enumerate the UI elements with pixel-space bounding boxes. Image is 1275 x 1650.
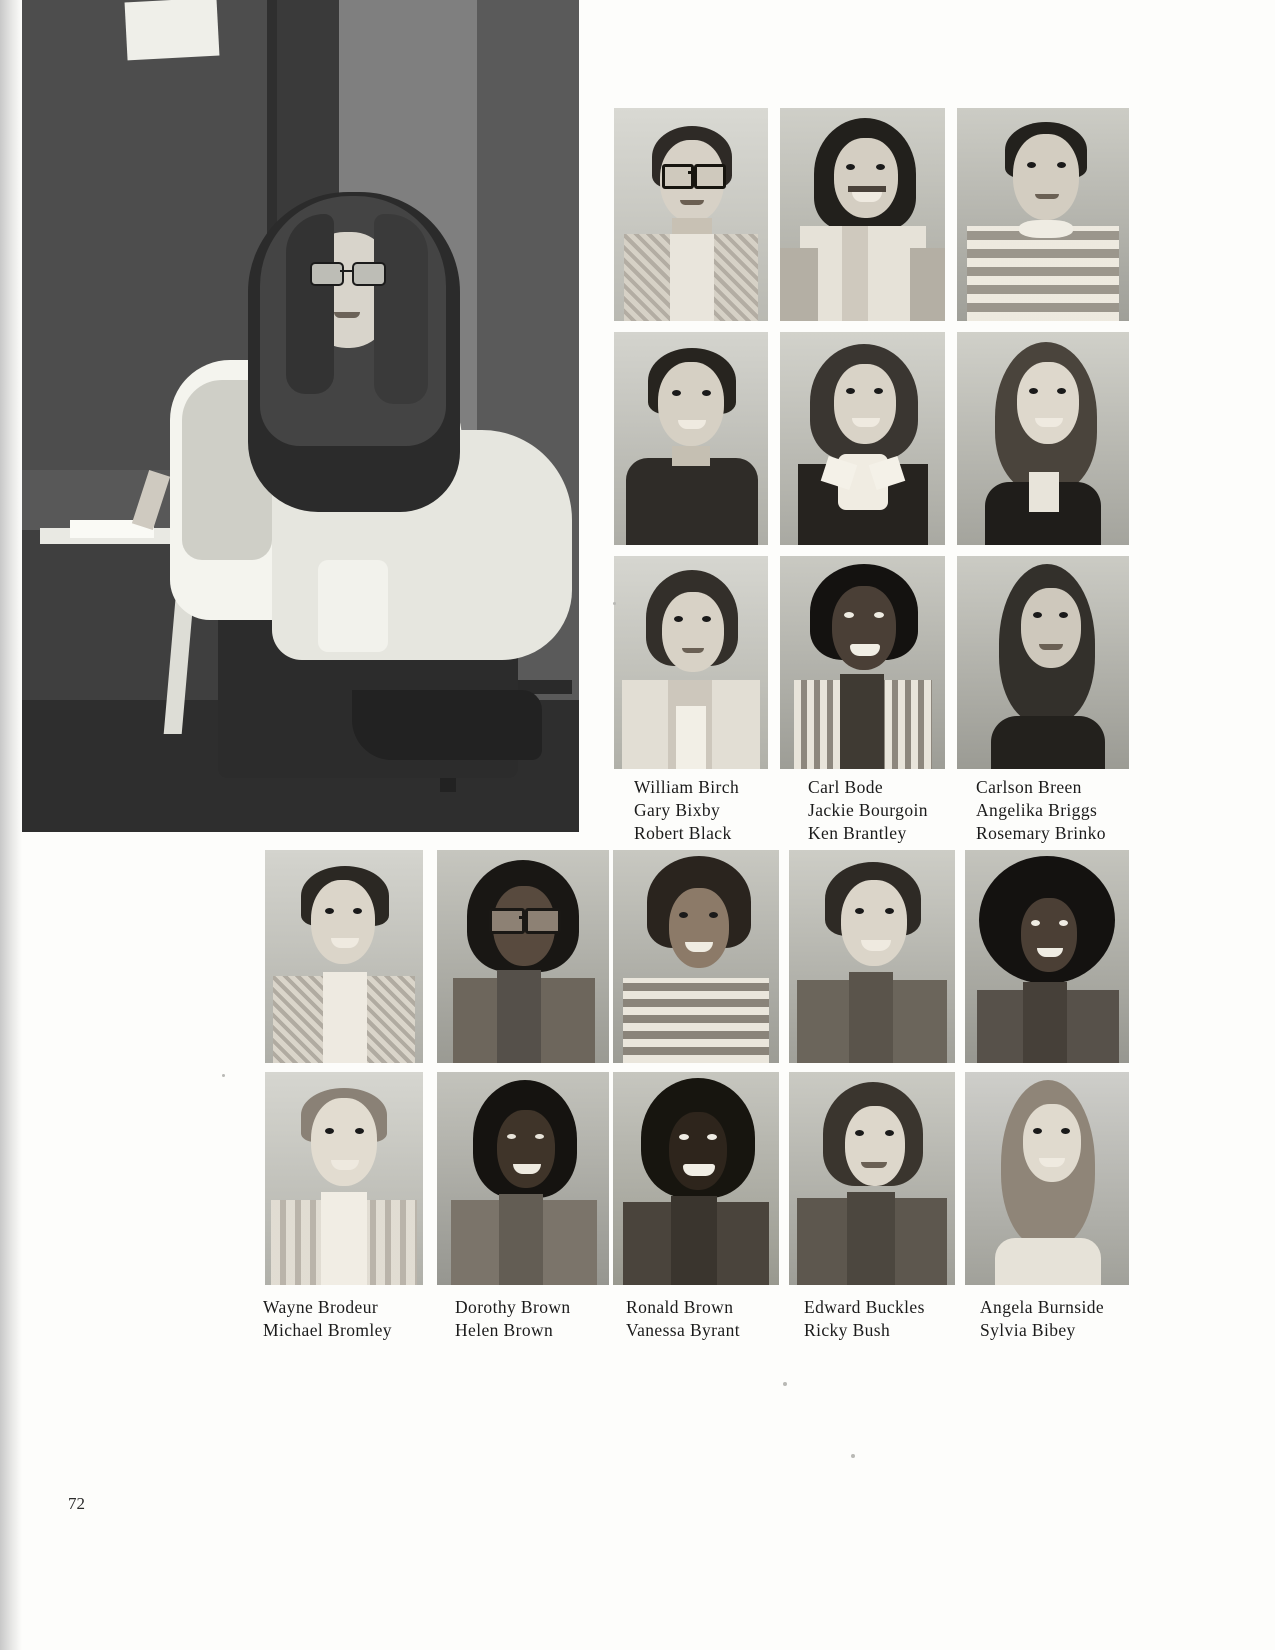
- portrait-carl-bode: [780, 108, 945, 321]
- scan-speck: [783, 1382, 787, 1386]
- caption-bottom-column-2: [455, 1296, 571, 1342]
- caption-line: Angela Burnside: [980, 1297, 1105, 1317]
- portrait-angela-burnside: [965, 850, 1129, 1063]
- portrait-ronald-brown: [613, 850, 779, 1063]
- caption-line: Michael Bromley: [263, 1320, 392, 1341]
- caption-line: Angelika Briggs: [976, 800, 1098, 821]
- caption-line: Jackie Bourgoin: [808, 800, 928, 821]
- portrait-gary-bixby: [614, 332, 768, 545]
- portrait-edward-buckles: [789, 850, 955, 1063]
- portrait-ricky-bush: [789, 1072, 955, 1285]
- scan-speck: [613, 602, 616, 605]
- portrait-sylvia-bibey: [965, 1072, 1129, 1285]
- scan-speck: [851, 1454, 855, 1458]
- caption-line: Carl Bode: [808, 777, 884, 797]
- caption-bottom-column-1: [263, 1296, 392, 1342]
- caption-line: Robert Black: [634, 823, 732, 844]
- caption-line: Dorothy Brown: [455, 1297, 571, 1317]
- portrait-william-birch: [614, 108, 768, 321]
- portrait-carlson-breen: [957, 108, 1129, 321]
- caption-line: Ricky Bush: [804, 1320, 891, 1341]
- caption-top-column-1: [634, 776, 739, 845]
- scan-edge: [0, 0, 22, 1650]
- page-number: 72: [68, 1494, 85, 1513]
- caption-line: Wayne Brodeur: [263, 1297, 379, 1317]
- portrait-ken-brantley: [780, 556, 945, 769]
- portrait-helen-brown: [437, 1072, 609, 1285]
- caption-line: Ken Brantley: [808, 823, 907, 844]
- caption-line: Helen Brown: [455, 1320, 554, 1341]
- caption-line: Sylvia Bibey: [980, 1320, 1076, 1341]
- caption-bottom-column-5: [980, 1296, 1104, 1342]
- scan-speck: [222, 1074, 225, 1077]
- caption-line: William Birch: [634, 777, 740, 797]
- caption-line: Ronald Brown: [626, 1297, 734, 1317]
- caption-line: Vanessa Byrant: [626, 1320, 740, 1341]
- feature-photo: [22, 0, 579, 832]
- portrait-michael-bromley: [265, 1072, 423, 1285]
- portrait-jackie-bourgoin: [780, 332, 945, 545]
- portrait-rosemary-brinko: [957, 556, 1129, 769]
- caption-line: Gary Bixby: [634, 800, 721, 821]
- portrait-angelika-briggs: [957, 332, 1129, 545]
- caption-line: Rosemary Brinko: [976, 823, 1106, 844]
- portrait-wayne-brodeur: [265, 850, 423, 1063]
- caption-top-column-3: [976, 776, 1106, 845]
- caption-bottom-column-4: [804, 1296, 925, 1342]
- caption-line: Edward Buckles: [804, 1297, 925, 1317]
- portrait-vanessa-byrant: [613, 1072, 779, 1285]
- portrait-dorothy-brown: [437, 850, 609, 1063]
- portrait-robert-black: [614, 556, 768, 769]
- caption-top-column-2: [808, 776, 928, 845]
- caption-bottom-column-3: [626, 1296, 740, 1342]
- caption-line: Carlson Breen: [976, 777, 1082, 797]
